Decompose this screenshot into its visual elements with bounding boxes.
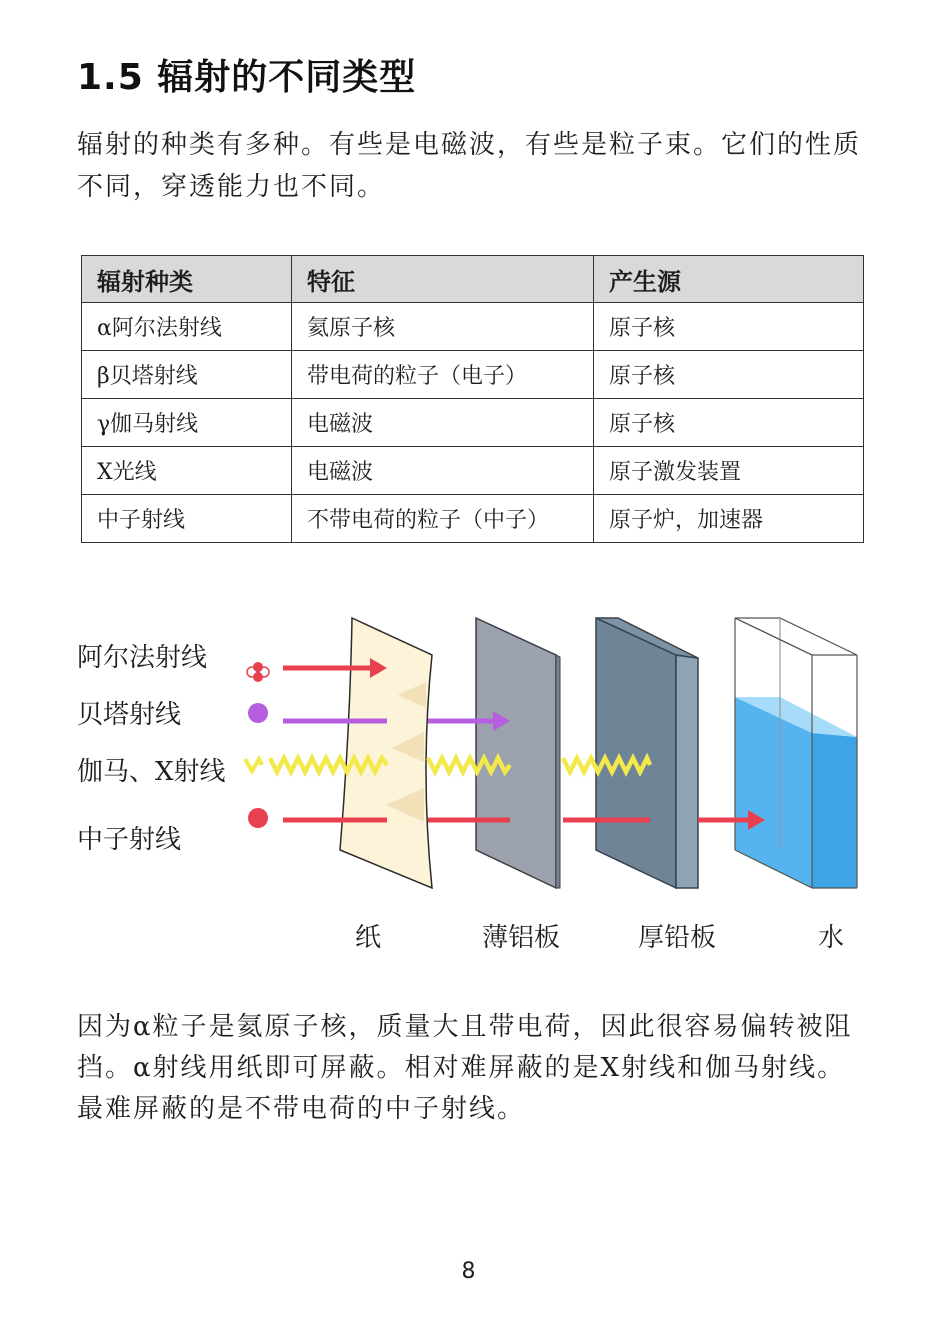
ray-2-path [245, 758, 650, 772]
material-label-water: 水 [817, 923, 844, 953]
conclusion-line: 因为α粒子是氦原子核，质量大且带电荷，因此很容易偏转被阻 [77, 1012, 853, 1042]
cell-source: 原子激发装置 [594, 447, 864, 495]
table-row [82, 303, 864, 351]
alpha-particle-icon [247, 662, 269, 682]
conclusion-paragraph [77, 1007, 853, 1130]
material-label-paper: 纸 [354, 923, 381, 953]
conclusion-line: 挡。α射线用纸即可屏蔽。相对难屏蔽的是X射线和伽马射线。 [77, 1053, 846, 1083]
cell-source: 原子核 [594, 351, 864, 399]
cell-characteristic: 电磁波 [292, 447, 594, 495]
ray-label-alpha: 阿尔法射线 [77, 643, 208, 673]
conclusion-line: 最难屏蔽的是不带电荷的中子射线。 [77, 1094, 526, 1124]
cell-source: 原子炉，加速器 [594, 495, 864, 543]
header-source: 产生源 [594, 256, 864, 303]
cell-radiation-type: γ伽马射线 [82, 399, 292, 447]
cell-source: 原子核 [594, 399, 864, 447]
ray-label-gamma-x: 伽马、X射线 [77, 757, 226, 787]
cell-radiation-type: X光线 [82, 447, 292, 495]
intro-paragraph [77, 124, 861, 208]
cell-characteristic: 电磁波 [292, 399, 594, 447]
table-row [82, 351, 864, 399]
cell-characteristic: 带电荷的粒子（电子） [292, 351, 594, 399]
ray-label-neutron: 中子射线 [77, 825, 182, 855]
ray-label-beta: 贝塔射线 [77, 700, 182, 730]
header-characteristic: 特征 [292, 256, 594, 303]
radiation-types-table [81, 255, 864, 543]
intro-line: 不同，穿透能力也不同。 [77, 172, 386, 202]
material-label-thin-aluminum: 薄铝板 [481, 923, 560, 953]
cell-source: 原子核 [594, 303, 864, 351]
intro-line: 辐射的种类有多种。有些是电磁波，有些是粒子束。它们的性质 [77, 130, 862, 160]
paper-sheet-icon [340, 618, 432, 888]
material-label-thick-lead: 厚铅板 [637, 923, 716, 953]
table-row [82, 495, 864, 543]
header-radiation-type: 辐射种类 [82, 256, 292, 303]
cell-radiation-type: β贝塔射线 [82, 351, 292, 399]
page-number: 8 [461, 1259, 476, 1284]
water-tank-icon [735, 618, 857, 888]
section-title: 1.5 辐射的不同类型 [77, 57, 417, 98]
cell-characteristic: 氦原子核 [292, 303, 594, 351]
table-row [82, 447, 864, 495]
beta-particle-icon [248, 703, 268, 723]
cell-radiation-type: 中子射线 [82, 495, 292, 543]
table-header-row [82, 256, 864, 303]
neutron-icon [248, 808, 268, 828]
cell-radiation-type: α阿尔法射线 [82, 303, 292, 351]
cell-characteristic: 不带电荷的粒子（中子） [292, 495, 594, 543]
thin-aluminum-plate-icon [476, 618, 560, 888]
table-row [82, 399, 864, 447]
gamma-wave-icon [245, 759, 262, 771]
